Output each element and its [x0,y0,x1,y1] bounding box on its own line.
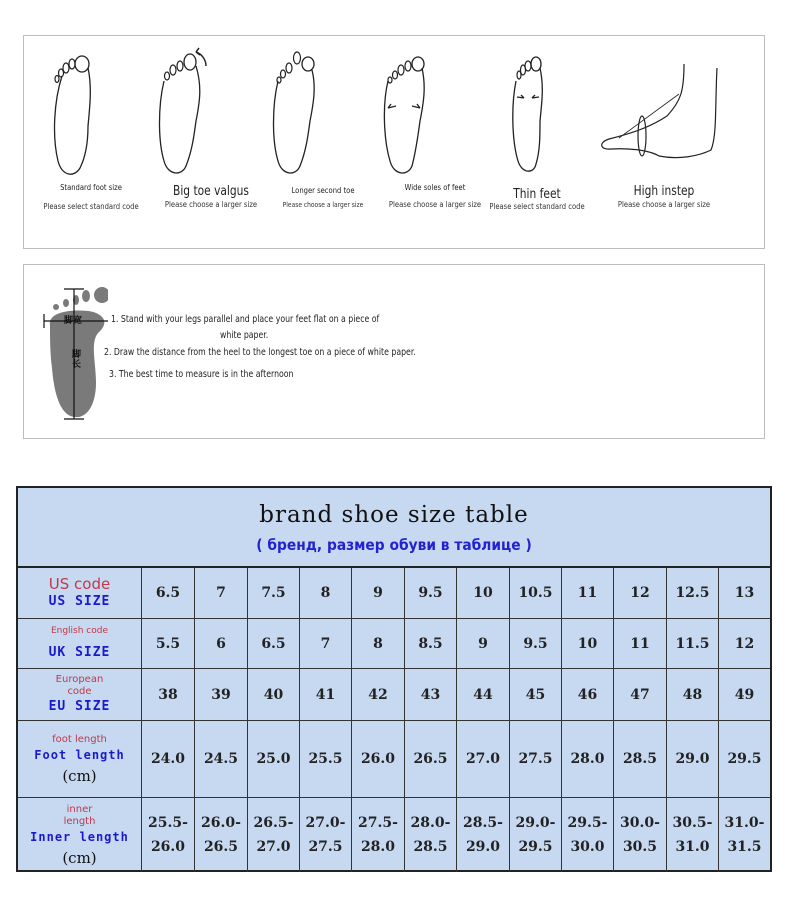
table-cell: 9.5 [404,568,456,618]
table-cell: 24.0 [141,721,194,797]
row-label-unit: (cm) [62,848,97,867]
table-cell: 24.5 [194,721,247,797]
measure-instructions-panel [23,264,765,439]
instruction-step-2: 2. Draw the distance from the heel to the longest toe on a piece of white paper. [104,347,416,358]
wide-soles-foot-icon [376,46,476,186]
table-row [18,798,770,872]
table-cell: 45 [509,669,561,720]
row-label-code: foot length [52,733,107,745]
foot-type-title: Thin feet [513,187,561,202]
table-cell: 26.5 [404,721,456,797]
table-cell: 39 [194,669,247,720]
table-cell: 25.0 [247,721,299,797]
table-cell: 6.5 [247,619,299,668]
row-label-unit: (cm) [62,766,97,785]
foot-type-high-instep [589,36,739,248]
table-cell: 27.0 [456,721,509,797]
table-cell: 41 [299,669,351,720]
table-cell: 28.0 [561,721,613,797]
row-label-size: US SIZE [48,594,111,609]
table-cell: 27.5 [509,721,561,797]
table-cell: 31.0-31.5 [718,798,770,872]
table-cell: 30.0-30.5 [613,798,666,872]
table-cell: 27.0-27.5 [299,798,351,872]
table-row [18,669,770,721]
table-cell: 9.5 [509,619,561,668]
row-label-size: Inner length [30,829,129,844]
row-label [18,669,141,720]
table-cell: 12 [613,568,666,618]
table-row [18,568,770,619]
table-cell: 7 [194,568,247,618]
table-cell: 29.5-30.0 [561,798,613,872]
table-cell: 43 [404,669,456,720]
foot-length-label: 脚长 [72,349,82,369]
foot-type-desc: Please choose a larger size [617,200,711,209]
table-cell: 44 [456,669,509,720]
table-cell: 11 [613,619,666,668]
table-row [18,619,770,669]
instruction-step-1: 1. Stand with your legs parallel and place your feet flat on a piece of [111,314,380,325]
thin-feet-foot-icon [478,46,578,186]
table-cell: 26.0 [351,721,404,797]
table-cell: 40 [247,669,299,720]
table-header [18,488,770,568]
foot-type-title: Wide soles of feet [404,183,466,192]
table-cell: 8 [299,568,351,618]
row-label-code: US code [48,575,111,593]
table-cell: 47 [613,669,666,720]
foot-type-big-toe-valgus [152,36,270,248]
table-cell: 30.5-31.0 [666,798,718,872]
table-cell: 9 [456,619,509,668]
table-cell: 48 [666,669,718,720]
foot-type-title: Big toe valgus [173,184,249,199]
table-cell: 46 [561,669,613,720]
high-instep-foot-icon [589,46,739,186]
row-label [18,721,141,797]
table-cell: 42 [351,669,404,720]
table-cell: 29.0-29.5 [509,798,561,872]
table-cell: 29.0 [666,721,718,797]
table-cell: 11.5 [666,619,718,668]
foot-types-panel [23,35,765,249]
table-cell: 6.5 [141,568,194,618]
foot-width-label: 脚宽 [64,315,83,325]
table-cell: 49 [718,669,770,720]
table-cell: 13 [718,568,770,618]
table-cell: 12.5 [666,568,718,618]
table-cell: 25.5 [299,721,351,797]
table-cell: 28.0-28.5 [404,798,456,872]
table-cell: 29.5 [718,721,770,797]
table-cell: 10 [456,568,509,618]
table-row [18,721,770,798]
foot-type-desc: Please select standard code [489,202,585,211]
row-label-code: inner length [63,803,96,827]
foot-type-longer-second-toe [264,36,382,248]
table-cell: 38 [141,669,194,720]
standard-foot-icon [32,46,132,186]
row-label-code: English code [50,626,109,636]
table-cell: 25.5-26.0 [141,798,194,872]
row-label-size: Foot length [34,747,125,762]
longer-second-toe-foot-icon [264,46,364,186]
table-title: brand shoe size table [259,502,529,528]
row-label [18,568,141,618]
table-cell: 28.5-29.0 [456,798,509,872]
table-cell: 8.5 [404,619,456,668]
table-cell: 10 [561,619,613,668]
table-cell: 7 [299,619,351,668]
row-label-size: UK SIZE [48,645,111,660]
row-label-code: European code [55,674,104,697]
table-cell: 8 [351,619,404,668]
table-cell: 28.5 [613,721,666,797]
foot-type-desc: Please choose a larger size [164,200,258,209]
instruction-step-1-cont: white paper. [220,330,269,341]
table-cell: 12 [718,619,770,668]
table-cell: 26.0-26.5 [194,798,247,872]
foot-type-desc: Please choose a larger size [282,201,364,209]
big-toe-valgus-foot-icon [152,46,252,186]
row-label [18,798,141,872]
foot-type-standard [32,36,150,248]
foot-type-wide-soles [376,36,494,248]
table-cell: 6 [194,619,247,668]
row-label [18,619,141,668]
table-cell: 7.5 [247,568,299,618]
foot-type-title: Longer second toe [291,186,355,195]
table-cell: 11 [561,568,613,618]
table-cell: 10.5 [509,568,561,618]
foot-type-thin-feet [478,36,596,248]
row-label-size: EU SIZE [48,699,111,714]
table-subtitle: ( бренд, размер обуви в таблице ) [256,536,532,554]
foot-type-title: Standard foot size [60,183,122,192]
table-cell: 5.5 [141,619,194,668]
foot-type-desc: Please choose a larger size [388,200,482,209]
table-cell: 27.5-28.0 [351,798,404,872]
foot-type-desc: Please select standard code [43,202,139,211]
foot-type-title: High instep [633,184,695,199]
table-cell: 9 [351,568,404,618]
table-cell: 26.5-27.0 [247,798,299,872]
instruction-step-3: 3. The best time to measure is in the afternoon [109,369,294,380]
shoe-size-table [16,486,772,872]
